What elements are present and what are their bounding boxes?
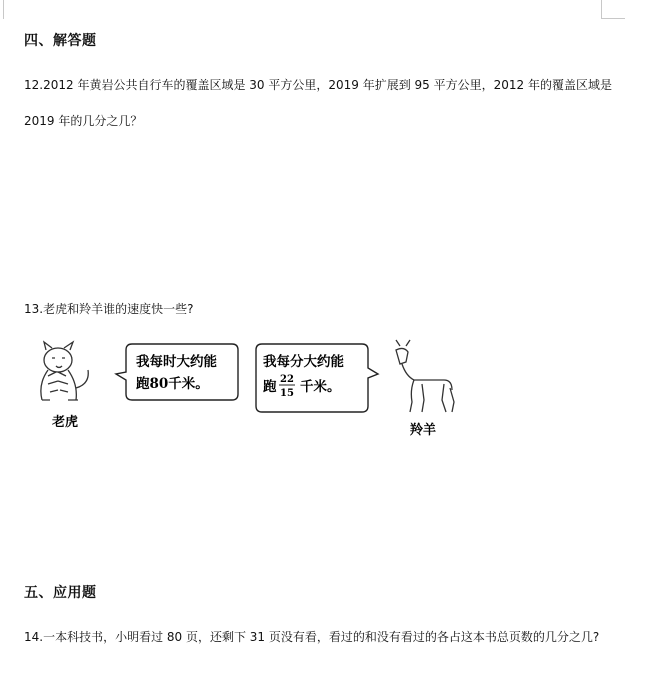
section-5-title: 五、应用题 xyxy=(24,585,97,601)
antelope-bubble-suffix: 千米。 xyxy=(300,379,341,395)
fraction-numerator: 22 xyxy=(280,374,294,385)
page-corner-mark-left xyxy=(3,0,4,19)
antelope-bubble-prefix: 跑 xyxy=(263,379,277,395)
figure-illustration xyxy=(30,338,470,448)
tiger-bubble-line-2: 跑80千米。 xyxy=(136,376,209,392)
antelope-drawing xyxy=(396,340,454,412)
section-4-title: 四、解答题 xyxy=(24,33,97,49)
question-12-line-2: 2019 年的几分之几？ xyxy=(24,114,143,128)
tiger-drawing xyxy=(41,342,88,400)
fraction-denominator: 15 xyxy=(280,388,294,399)
antelope-bubble-line-1: 我每分大约能 xyxy=(263,354,344,370)
question-12-line-1: 12.2012 年黄岩公共自行车的覆盖区域是 30 平方公里，2019 年扩展到 95 平方公里，2012 年的覆盖区域是 xyxy=(24,78,612,92)
tiger-label: 老虎 xyxy=(52,415,79,430)
antelope-label: 羚羊 xyxy=(410,423,437,438)
tiger-bubble-line-1: 我每时大约能 xyxy=(136,354,217,370)
tiger-antelope-figure xyxy=(30,338,470,448)
page-corner-mark-right xyxy=(601,0,625,19)
question-13: 13.老虎和羚羊谁的速度快一些? xyxy=(24,302,194,316)
question-14: 14.一本科技书，小明看过 80 页，还剩下 31 页没有看，看过的和没有看过的各占这本书总页数的几分之几? xyxy=(24,630,600,644)
